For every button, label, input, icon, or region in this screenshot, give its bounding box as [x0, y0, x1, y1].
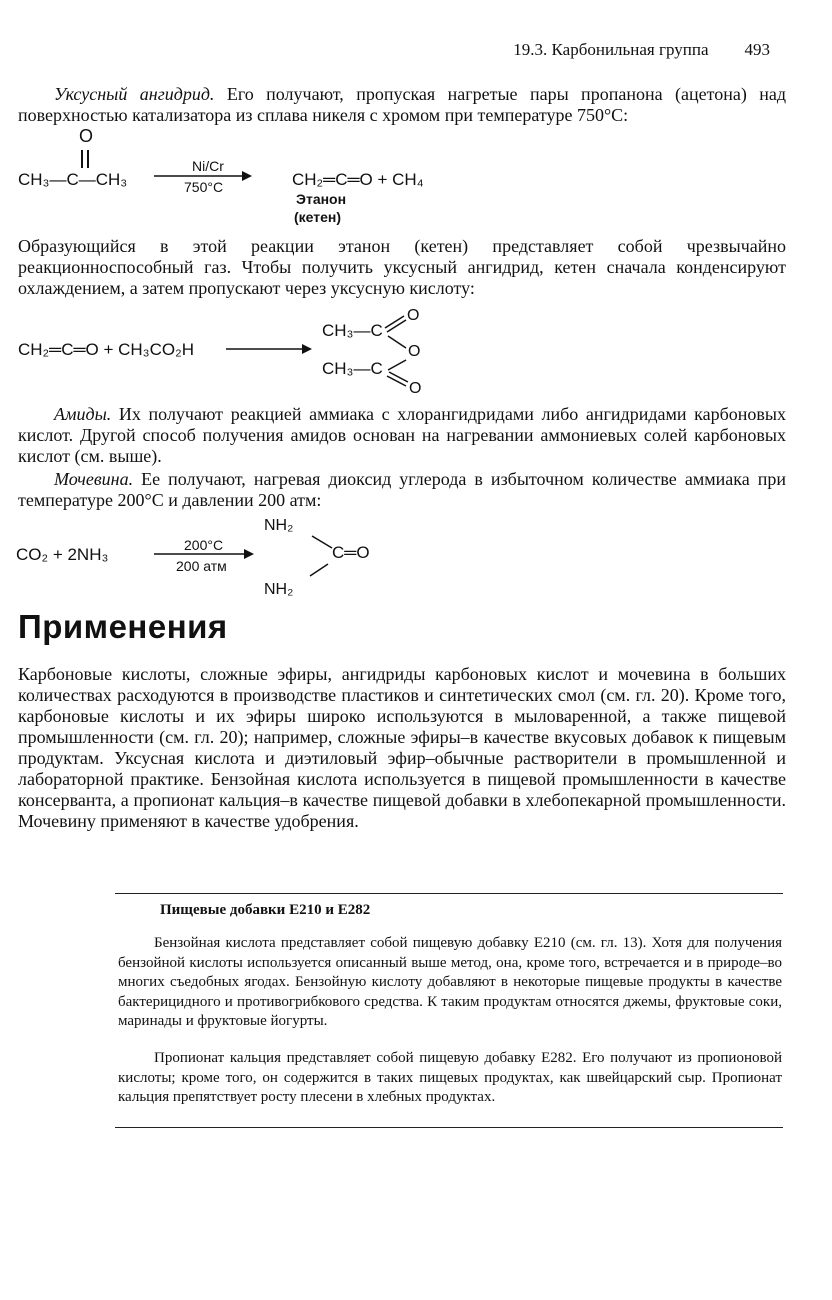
urea-reactants: CO₂ + 2NH₃: [16, 545, 109, 564]
applications-paragraph: Карбоновые кислоты, сложные эфиры, ангидриды карбоновых кислот и мочевина в больших количествах расходуются в производстве пластиков и синтетических смол (см. гл. 20). Кроме того, карбоновые кислоты и их эфиры широко используются в мыловаренной, а также пищевой промышленности (см. гл. 20); например, сложные эфиры–в качестве вкусовых добавок к пищевым продуктам. Уксусная кислота и диэтиловый эфир–обычные растворители в промышленной и лабораторной практике. Бензойная кислота используется в пищевой промышленности в качестве консерванта, а пропионат кальция–в качестве пищевой добавки в хлебопекарной промышленности. Мочевину применяют в качестве удобрения.: [18, 664, 786, 831]
catalyst-label: Ni/Cr: [192, 158, 224, 174]
urea-paragraph: [18, 469, 786, 511]
temperature-label: 750°C: [184, 179, 224, 195]
running-head: [513, 40, 770, 60]
reaction-arrow-head: [244, 549, 254, 559]
acetone-formula: CH₃—C—CH₃: [18, 170, 128, 189]
ketene-alias: (кетен): [294, 209, 342, 225]
box-top-rule: [115, 893, 783, 894]
page-number: 493: [744, 40, 770, 59]
reaction-acetone-to-ketene: [14, 122, 494, 230]
bond-c-o-top-a: [385, 316, 404, 328]
ketene-acetic-acid-reactants: CH₂═C═O + CH₃CO₂H: [18, 340, 194, 359]
reaction-arrow-head: [302, 344, 312, 354]
amides-text: Их получают реакцией аммиака с хлорангидридами либо ангидридами карбоновых кислот. Другой способ получения амидов основан на нагревании аммониевых солей карбоновых кислот (см. выше).: [18, 404, 786, 466]
urea-text: Ее получают, нагревая диоксид углерода в избыточном количестве аммиака при температуре 200°С и давлении 200 атм:: [18, 469, 786, 510]
amino-group-top: NH₂: [264, 517, 294, 534]
bond-c-o-bottom-a: [387, 376, 406, 386]
urea-term: Мочевина.: [54, 469, 134, 489]
box-paragraph-propionate: Пропионат кальция представляет собой пищевую добавку E282. Его получают из пропионовой кислоты; кроме того, он содержится в таких пищевых продуктах, как швейцарский сыр. Пропионат кальция препятствует росту плесени в хлебных продуктах.: [118, 1050, 782, 1105]
carbonyl-oxygen: O: [79, 126, 94, 146]
acetyl-group-top: CH₃—C: [322, 321, 383, 340]
carbonyl-oxygen-bottom: O: [409, 380, 422, 396]
section-title: 19.3. Карбонильная группа: [513, 40, 709, 59]
anhydride-paragraph: [18, 84, 786, 126]
bond-n-c-top: [312, 536, 332, 548]
bond-c-bridge-bottom: [388, 360, 406, 370]
reaction-arrow-head: [242, 171, 252, 181]
ketene-name: Этанон: [296, 191, 347, 207]
bridge-oxygen: O: [408, 343, 421, 360]
box-paragraph-benzoic: Бензойная кислота представляет собой пищевую добавку E210 (см. гл. 13). Хотя для получения бензойной кислоты используется описанный выше метод, она, кроме того, встречается и в природе–во многих съедобных ягодах. Бензойную кислоту добавляют в некоторые пищевые продукты в качестве бактерицидного и противогрибкового средства. К таким продуктам относятся джемы, фруктовые соки, маринады и фруктовые йогурты.: [118, 935, 782, 1029]
bond-n-c-bottom: [310, 564, 328, 576]
acetyl-group-bottom: CH₃—C: [322, 359, 383, 378]
amides-paragraph: [18, 404, 786, 467]
urea-carbonyl: C═O: [332, 543, 370, 562]
box-bottom-rule: [115, 1127, 783, 1128]
ketene-product-formula: CH₂═C═O + CH₄: [292, 170, 424, 189]
anhydride-text: Его получают, пропуская нагретые пары пропанона (ацетона) над поверхностью катализатора из сплава никеля с хромом при температуре 750°С:: [18, 84, 787, 125]
carbonyl-oxygen-top: O: [407, 307, 420, 324]
anhydride-term: Уксусный ангидрид.: [54, 84, 215, 104]
reaction-urea-synthesis: [14, 512, 414, 602]
reaction-ketene-to-anhydride: [14, 304, 454, 396]
amino-group-bottom: NH₂: [264, 581, 294, 598]
urea-temperature: 200°C: [184, 537, 224, 553]
applications-heading: Применения: [18, 608, 228, 645]
ketene-paragraph: Образующийся в этой реакции этанон (кетен) представляет собой чрезвычайно реакционноспособный газ. Чтобы получить уксусный ангидрид, кетен сначала конденсируют охлаждением, а затем пропускают через уксусную кислоту:: [18, 236, 786, 298]
bond-c-o-top-b: [387, 320, 406, 332]
bond-c-o-bottom-b: [389, 372, 408, 382]
urea-pressure: 200 атм: [176, 558, 227, 574]
amides-term: Амиды.: [54, 404, 112, 424]
box-title: Пищевые добавки E210 и E282: [160, 902, 371, 918]
bond-c-bridge-top: [388, 336, 406, 348]
